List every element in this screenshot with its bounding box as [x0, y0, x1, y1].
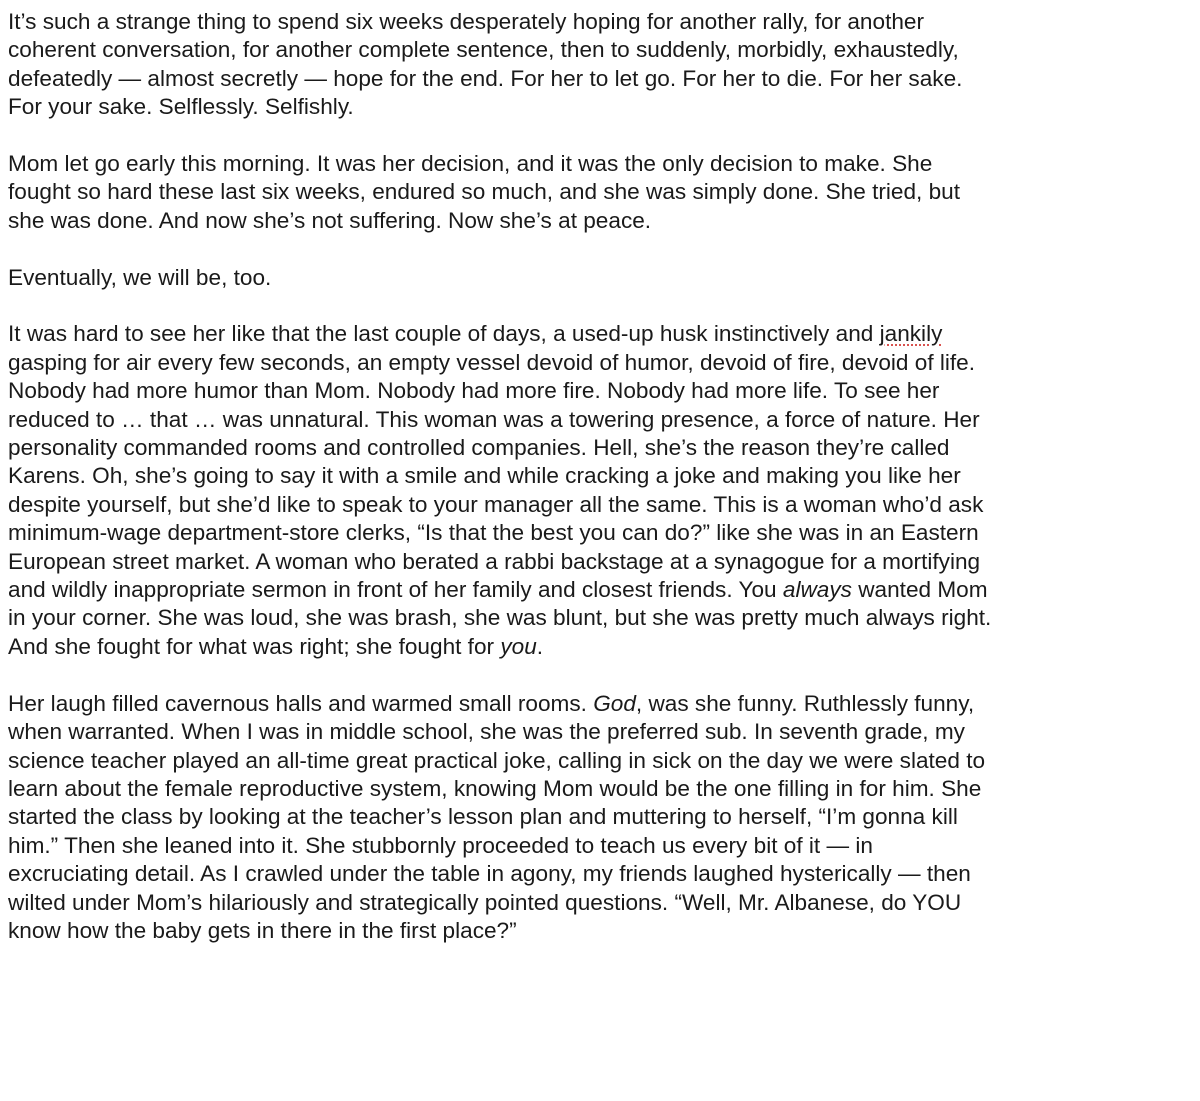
paragraph-3: [8, 264, 1192, 292]
paragraph-4: [8, 320, 1192, 661]
paragraph-1: [8, 8, 1192, 122]
text-line: Nobody had more humor than Mom. Nobody had more fire. Nobody had more life. To see her: [8, 378, 940, 404]
emphasis: always: [782, 577, 852, 603]
text-line: coherent conversation, for another complete sentence, then to suddenly, morbidly, exhaustedly,: [8, 37, 959, 63]
text-line: started the class by looking at the teacher’s lesson plan and muttering to herself, “I’m gonna kill: [8, 804, 958, 830]
text-line: It’s such a strange thing to spend six weeks desperately hoping for another rally, for another: [8, 9, 924, 34]
text-line: know how the baby gets in there in the first place?”: [8, 917, 517, 943]
paragraph-5: [8, 690, 1192, 946]
text-line: science teacher played an all-time great practical joke, calling in sick on the day we were slated to: [8, 747, 986, 773]
text-line: [8, 690, 1192, 718]
text-run: and wildly inappropriate sermon in front of her family and closest friends. You: [8, 577, 783, 603]
text-line: [8, 320, 1192, 348]
text-line: Mom let go early this morning. It was her decision, and it was the only decision to make. She: [8, 151, 933, 177]
text-line: wilted under Mom’s hilariously and strategically pointed questions. “Well, Mr. Albanese, do YOU: [8, 889, 962, 915]
text-line: Eventually, we will be, too.: [8, 264, 272, 290]
text-line: European street market. A woman who berated a rabbi backstage at a synagogue for a mortifying: [8, 548, 981, 574]
text-line: despite yourself, but she’d like to speak to your manager all the same. This is a woman who’d ask: [8, 491, 984, 517]
text-line: learn about the female reproductive system, knowing Mom would be the one filling in for him. She: [8, 775, 982, 801]
text-line: she was done. And now she’s not suffering. Now she’s at peace.: [8, 207, 652, 233]
text-run: , was she funny. Ruthlessly funny,: [635, 690, 975, 716]
text-line: personality commanded rooms and controlled companies. Hell, she’s the reason they’re called: [8, 435, 950, 461]
text-line: defeatedly — almost secretly — hope for the end. For her to let go. For her to die. For her sake.: [8, 65, 963, 91]
text-line: reduced to … that … was unnatural. This woman was a towering presence, a force of nature. Her: [8, 406, 980, 432]
text-line: in your corner. She was loud, she was brash, she was blunt, but she was pretty much always right.: [8, 605, 992, 631]
text-run: It was hard to see her like that the last couple of days, a used-up husk instinctively and: [8, 321, 880, 347]
text-line: fought so hard these last six weeks, endured so much, and she was simply done. She tried, but: [8, 179, 960, 205]
text-run: Her laugh filled cavernous halls and warmed small rooms.: [8, 690, 594, 716]
text-line: minimum-wage department-store clerks, “Is that the best you can do?” like she was in an Eastern: [8, 520, 979, 546]
emphasis: God: [593, 690, 636, 716]
text-line: Karens. Oh, she’s going to say it with a smile and while cracking a joke and making you like her: [8, 463, 961, 489]
text-run: And she fought for what was right; she fought for: [8, 633, 501, 659]
text-line: gasping for air every few seconds, an empty vessel devoid of humor, devoid of fire, devoid of life.: [8, 349, 976, 375]
text-run: .: [536, 633, 544, 659]
text-line: when warranted. When I was in middle school, she was the preferred sub. In seventh grade, my: [8, 719, 965, 745]
text-line: [8, 576, 1192, 604]
text-line: excruciating detail. As I crawled under the table in agony, my friends laughed hysterically — then: [8, 861, 971, 887]
text-line: [8, 633, 1192, 661]
text-line: For your sake. Selflessly. Selfishly.: [8, 94, 354, 120]
paragraph-2: [8, 150, 1192, 235]
text-run: wanted Mom: [851, 577, 988, 603]
text-line: him.” Then she leaned into it. She stubbornly proceeded to teach us every bit of it — in: [8, 832, 873, 858]
emphasis: you: [500, 633, 537, 659]
misspelled-word[interactable]: jankily: [879, 321, 943, 347]
